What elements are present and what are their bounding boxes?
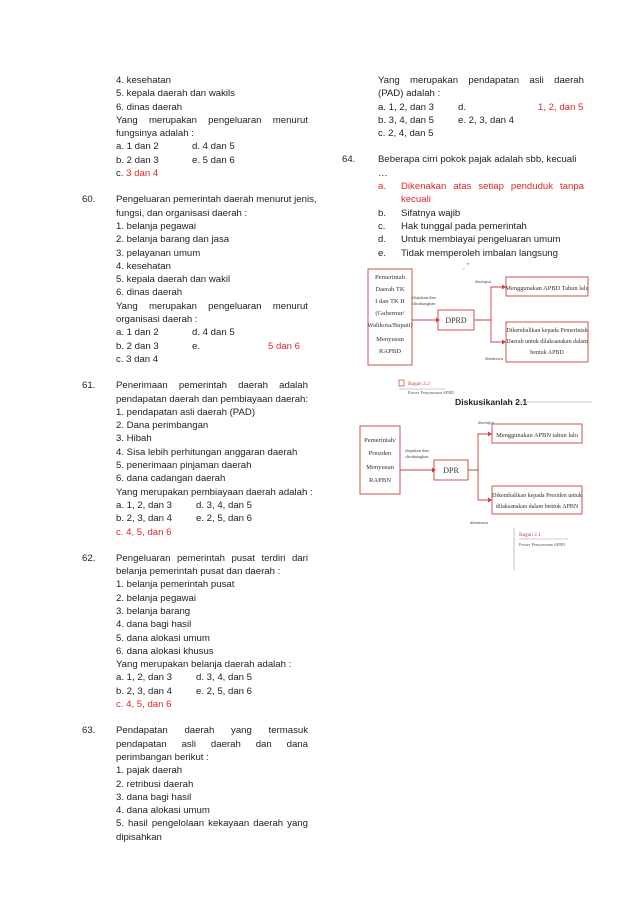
option-row [378,101,584,114]
prompt-word: pendapatan [468,75,520,86]
option: c. 3 dan 4 [116,353,159,365]
option-letter: c. [116,168,127,180]
stem-word: daerah [184,725,215,737]
option-text: Dikenakan atas setiap penduduk tanpa kecuali [401,181,584,206]
answer-highlight: 1, 2, dan 5 [538,101,584,113]
list-item: dipisahkan [116,831,162,843]
node-text: RAPBD [379,348,401,355]
stem-word: termasuk [268,725,308,737]
stem-word: yang [231,725,252,737]
item-word: hasil [128,818,148,830]
q63-tail [356,74,584,140]
stem-word: pemerintah [178,380,227,392]
stem-word: dari [291,552,308,564]
edge-label: ditentawa [470,520,488,525]
question-number: 61. [82,380,96,392]
prompt-word: asli [529,75,544,86]
question-prompt-line: organisasi daerah : [116,314,198,326]
option-letter: c. [378,220,386,232]
question-prompt [378,74,584,87]
option: d. 3, 4, dan 5 [196,499,253,511]
diagram-apbn [352,412,592,572]
question-stem: fungsi, dan organisasi daerah : [116,207,248,219]
stem-word: terdiri [261,552,286,564]
list-item: 1. pendapatan asli daerah (PAD) [116,406,256,418]
list-item: 6. dana alokasi khusus [116,645,214,657]
list-item: 4. Sisa lebih perhitungan anggaran daerah [116,446,298,458]
list-item: 5. kepala daerah dan wakil [116,274,231,286]
option-text: Tidak memperoleh imbalan langsung [401,247,558,259]
question-stem: … [378,167,388,179]
answer-highlight: 5 dan 6 [268,340,301,352]
question-prompt-line: fungsinya adalah : [116,128,194,140]
list-item: 3. dana bagi hasil [116,791,192,803]
option [192,340,300,353]
option: d. 4 dan 5 [192,327,235,339]
question-prompt: Yang merupakan belanja daerah adalah : [116,659,292,671]
node-text: Menggunakan APBD Tahun lalu [505,285,589,292]
option: b. 2 dan 3 [116,340,159,352]
option-letter: e. [192,340,201,352]
prompt-word: Yang [378,75,400,86]
question-prompt: Yang merupakan pembiayaan daerah adalah : [116,486,313,498]
prompt-word: menurut [272,114,308,126]
option-text: Hak tunggal pada pemerintah [401,220,527,232]
answer-option [378,180,584,207]
option: b. 2 dan 3 [116,154,159,166]
arrowhead [488,432,492,437]
question-stem: perimbangan berikut : [116,751,209,763]
list-item: 1. pajak daerah [116,765,183,777]
option-row [116,140,308,153]
question-number: 63. [82,725,96,737]
q59-tail [82,74,308,180]
question-stem: pendapatan daerah dan pembiayaan daerah: [116,393,309,405]
caption-title: Bagan 2.1 [519,532,541,538]
caption-subtitle: Proses Penyusunan APBN [519,542,566,547]
node-text: dilaksanakan dalam bentuk APBN [495,504,579,510]
item-word: pengelolaan [151,818,205,830]
question-64 [342,153,584,273]
prompt-word: merupakan [148,114,197,126]
option [378,233,584,246]
question-prompt [116,300,308,313]
caption-title: Bagan 2.2 [408,381,430,387]
list-item: 6. dinas daerah [116,287,183,299]
prompt-word: menurut [272,300,308,312]
option: a. 1, 2, dan 3 [116,672,173,684]
option: a. 1, 2, dan 3 [116,499,173,511]
caption-subtitle: Proses Penyusunan APBD [408,390,455,395]
list-item: 1. belanja pemerintah pusat [116,579,235,591]
stem-word: Pendapatan [116,725,168,737]
node-text: Dikembalikan kepada Pemerintah [506,328,588,334]
node-text: Pemerintah/ [364,437,396,444]
option-letter: e. [378,247,387,259]
question-number: 62. [82,552,96,564]
diagram-apbd [366,262,592,412]
question-stem: Beberapa cirri pokok pajak adalah sbb, kecuali [378,154,577,166]
option-letter: b. [378,207,387,219]
node-text: DPRD [445,316,467,325]
option [378,247,584,260]
option: e. 5 dan 6 [192,154,235,166]
stem-word: Penerimaan [116,380,168,392]
option-row [116,154,308,167]
edge-label: diajukan dan [412,295,436,300]
node-text: (Gubernur/ [375,310,405,317]
stem-word: pemerintah [176,552,225,564]
node-text: Dikembalikan kepada Presiden untuk [492,493,582,499]
stem-word: dana [286,738,308,750]
stem-word: asli [181,738,196,750]
question-stem: Pengeluaran pemerintah daerah menurut jenis, [116,194,317,206]
prompt-word: merupakan [148,300,197,312]
option-row [116,340,308,353]
option-row [116,671,308,684]
item-word: 5. [116,818,125,830]
list-item: 6. dinas daerah [116,101,183,113]
list-item: 2. retribusi daerah [116,778,194,790]
stem-word: adalah [279,380,308,392]
list-item: 5. penerimaan pinjaman daerah [116,460,252,472]
node-text: Presiden [368,450,392,457]
stem-word: Pengeluaran [116,552,171,564]
prompt-word: Yang [116,114,138,126]
option-row [116,685,308,698]
question-stem [116,738,308,751]
list-item: 3. pelayanan umum [116,247,201,259]
question-prompt-line: (PAD) adalah : [378,88,441,100]
node-text: DPR [443,466,459,475]
list-item: 2. belanja pegawai [116,592,197,604]
question-stem: belanja pemerintah pusat dan daerah : [116,566,281,578]
question-stem [116,379,308,392]
answer-option [116,167,308,180]
option: a. 1 dan 2 [116,141,159,153]
stem-word: pendapatan [116,738,167,750]
prompt-word: daerah [554,75,584,86]
node-text: Walikota/Bupati) [367,322,413,329]
option: a. 1 dan 2 [116,327,159,339]
node-text: Menyusun [366,464,394,471]
quote-marks: ‚ ‟ [463,261,470,271]
answer-highlight: c. 4, 5, dan 6 [116,526,172,538]
stem-word: dan [255,738,272,750]
node-text: Menggunakan APBN tahun lalu [496,432,578,439]
node-text: bentuk APBD [530,350,564,356]
option-text: Untuk membiayai pengeluaran umum [401,234,561,246]
list-item: 4. dana bagi hasil [116,619,192,631]
left-column [82,74,317,844]
list-item: 3. belanja barang [116,605,191,617]
edge-label: dirubungkan [412,301,436,306]
right-column [342,74,584,273]
stem-word: daerah [238,380,268,392]
option: a. 1, 2, dan 3 [378,101,435,113]
caption-marker [399,380,404,386]
edge-label: disetujui [478,420,494,425]
stem-word: pusat [231,552,255,564]
list-item: 3. Hibah [116,433,152,445]
node-text: I dan TK II [375,298,405,305]
node-text: Daerah untuk dilaksanakan dalam [506,339,588,345]
option: c. 2, 4, dan 5 [378,128,434,140]
question-61 [82,379,313,539]
list-item [116,817,308,830]
question-60 [82,193,317,366]
option: e. 2, 5, dan 6 [196,685,253,697]
option: e. 2, 5, dan 6 [196,513,253,525]
list-item: 4. dana alokasi umum [116,805,210,817]
node-text: Daerah TK [375,286,405,293]
option-row [116,326,308,339]
option [458,101,583,114]
list-item: 1. belanja pegawai [116,220,197,232]
edge-label: dirubungkan [405,454,429,459]
section-heading: Diskusikanlah 2.1 [455,397,528,407]
option: d. 3, 4, dan 5 [196,672,253,684]
option: e. 2, 3, dan 4 [458,114,515,126]
node-text: RAPBN [369,477,391,484]
option-row [116,512,308,525]
option: b. 2, 3, dan 4 [116,513,173,525]
item-word: kekayaan [208,818,250,830]
answer-highlight: c. 4, 5, dan 6 [116,699,172,711]
answer-highlight: 3 dan 4 [126,168,159,180]
option: b. 2, 3, dan 4 [116,685,173,697]
edge-label: ditentawa [485,356,503,361]
question-stem [116,724,308,737]
list-item: 2. belanja barang dan jasa [116,234,230,246]
list-item: 4. kesehatan [116,75,171,86]
question-prompt [116,114,308,127]
edge-label: disetujui [475,279,491,284]
stem-word: daerah [210,738,241,750]
prompt-word: pengeluaran [208,300,262,312]
option-row [116,499,308,512]
option-text: Sifatnya wajib [401,207,461,219]
prompt-word: merupakan [410,75,459,86]
option-letter: a. [378,181,387,193]
question-stem [116,552,308,565]
node-text: Pemerintah [374,274,406,281]
list-item: 4. kesehatan [116,260,171,272]
list-item: 6. dana cadangan daerah [116,473,226,485]
option [378,207,584,220]
item-word: daerah [253,818,284,830]
list-item: 5. dana alokasi umum [116,632,210,644]
question-number: 60. [82,194,96,206]
option [378,220,584,233]
question-62 [82,552,308,712]
node-text: Menyusun [376,336,404,343]
option-letter: d. [378,234,387,246]
item-word: yang [287,818,308,830]
question-number: 64. [342,154,356,166]
list-item: 5. kepala daerah dan wakils [116,88,235,100]
option-row [378,114,584,127]
question-63 [82,724,308,844]
prompt-word: pengeluaran [208,114,262,126]
edge-label: diajukan dan [405,448,429,453]
option: d. 4 dan 5 [192,141,235,153]
prompt-word: Yang [116,300,138,312]
list-item: 2. Dana perimbangan [116,420,209,432]
option-letter: d. [458,101,467,113]
option: b. 3, 4, dan 5 [378,114,435,126]
